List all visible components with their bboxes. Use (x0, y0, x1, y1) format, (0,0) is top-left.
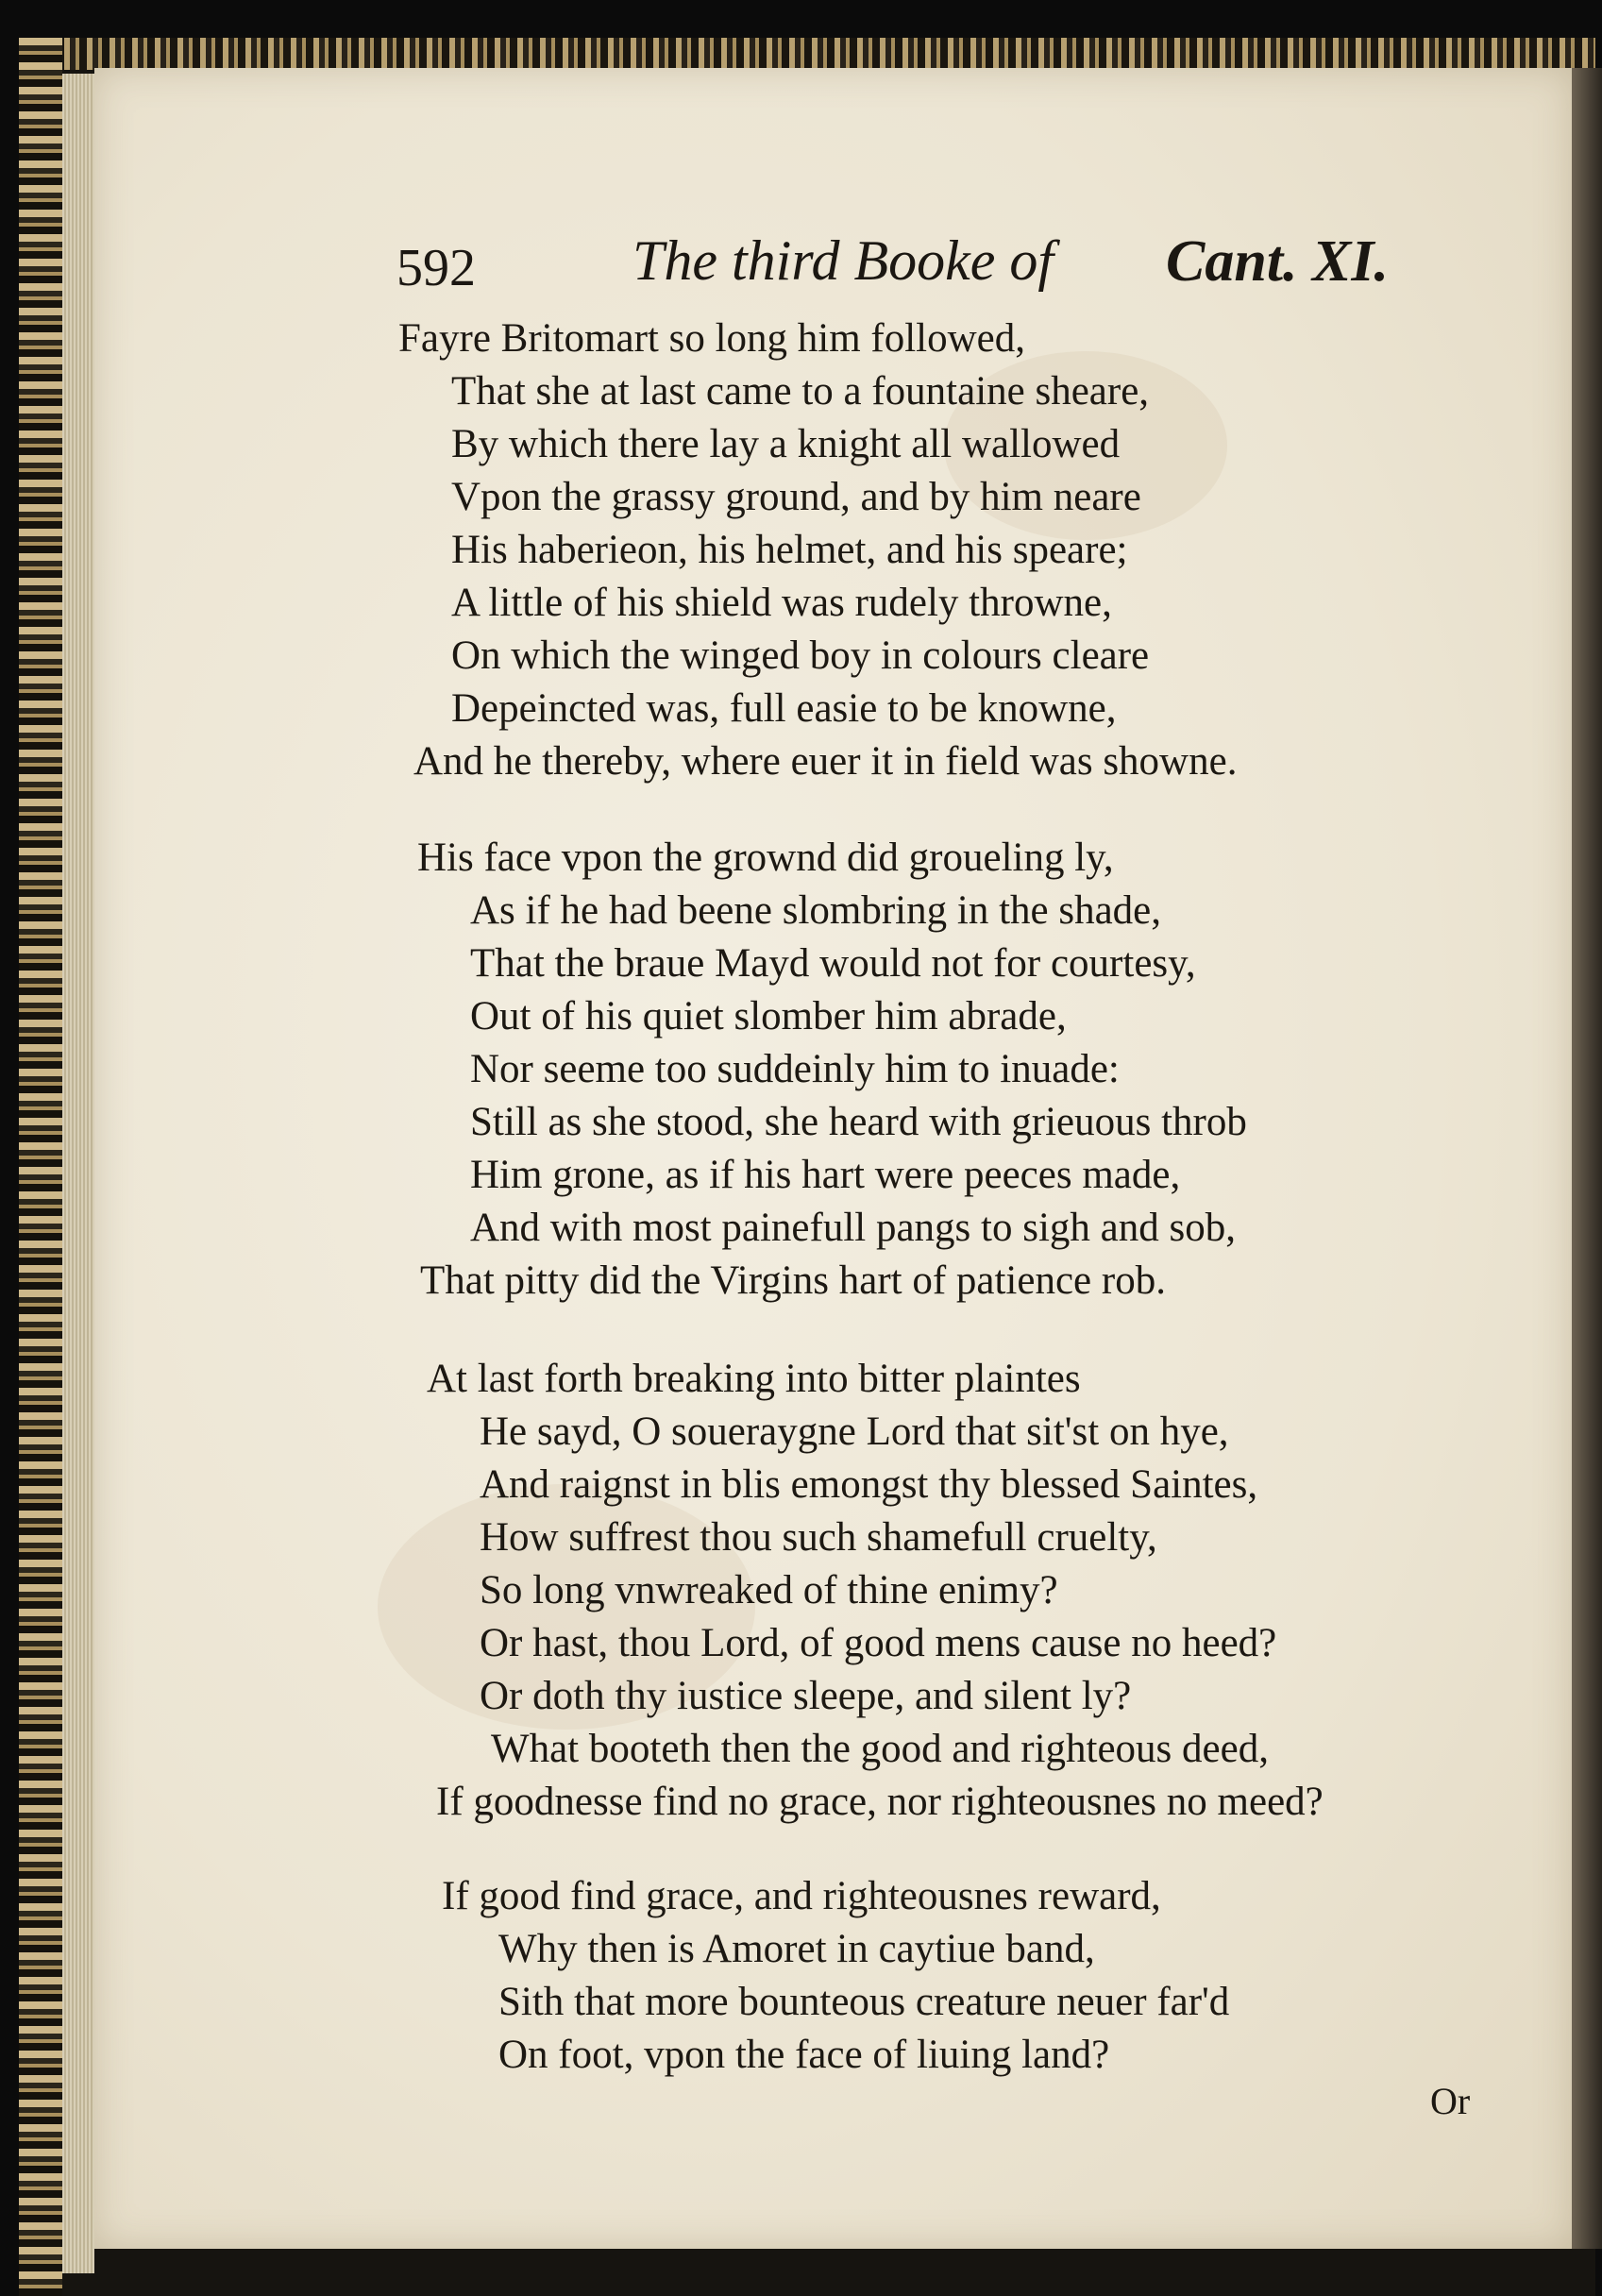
verse-line: Fayre Britomart so long him followed, (398, 316, 1026, 361)
verse-line: If good find grace, and righteousnes reward, (442, 1874, 1161, 1918)
verse-line: A little of his shield was rudely throwne, (451, 581, 1112, 625)
canto-label: Cant. XI. (1166, 229, 1390, 294)
verse-line: And he thereby, where euer it in field was showne. (413, 739, 1238, 784)
verse-line: So long vnwreaked of thine enimy? (480, 1568, 1058, 1612)
catchword: Or (1430, 2080, 1471, 2122)
running-title: The third Booke of (632, 229, 1054, 292)
verse-line: Or doth thy iustice sleepe, and silent ly? (480, 1674, 1132, 1718)
verse-line: And raignst in blis emongst thy blessed Saintes, (480, 1462, 1258, 1507)
verse-line: How suffrest thou such shamefull cruelty, (480, 1515, 1157, 1560)
verse-line: What booteth then the good and righteous deed, (491, 1727, 1269, 1771)
gutter-shadow (1572, 68, 1602, 2249)
verse-line: Why then is Amoret in caytiue band, (498, 1927, 1095, 1971)
verse-line: And with most painefull pangs to sigh and sob, (470, 1206, 1236, 1250)
verse-line: His haberieon, his helmet, and his speare; (451, 528, 1128, 572)
verse-line: He sayd, O soueraygne Lord that sit'st on hye, (480, 1410, 1229, 1454)
verse-line: That pitty did the Virgins hart of patience rob. (420, 1258, 1166, 1303)
verse-line: On foot, vpon the face of liuing land? (498, 2033, 1110, 2077)
verse-line: By which there lay a knight all wallowed (451, 422, 1121, 466)
verse-line: As if he had beene slombring in the shade, (470, 888, 1162, 933)
decorative-border-top (19, 38, 1595, 70)
verse-line: Depeincted was, full easie to be knowne, (451, 686, 1117, 731)
verse-line: Him grone, as if his hart were peeces made, (470, 1153, 1181, 1197)
verse-line: Sith that more bounteous creature neuer far'd (498, 1980, 1230, 2024)
decorative-border-left (19, 38, 62, 2296)
verse-line: Vpon the grassy ground, and by him neare (451, 475, 1141, 519)
verse-line: At last forth breaking into bitter plaintes (427, 1357, 1081, 1401)
verse-line: That she at last came to a fountaine sheare, (451, 369, 1150, 414)
running-head (94, 228, 1572, 304)
verse-line: His face vpon the grownd did groueling ly, (417, 836, 1114, 880)
verse-line: On which the winged boy in colours cleare (451, 633, 1150, 678)
verse-line: Still as she stood, she heard with grieuous throb (470, 1100, 1247, 1144)
page-number: 592 (396, 239, 476, 297)
verse-line: Out of his quiet slomber him abrade, (470, 994, 1067, 1038)
page-edges (62, 74, 94, 2273)
verse-line: Nor seeme too suddeinly him to inuade: (470, 1047, 1120, 1091)
page (94, 68, 1572, 2249)
verse-line: That the braue Mayd would not for courtesy, (470, 941, 1196, 986)
verse-line: If goodnesse find no grace, nor righteousnes no meed? (436, 1780, 1324, 1824)
verse-line: Or hast, thou Lord, of good mens cause no heed? (480, 1621, 1277, 1665)
